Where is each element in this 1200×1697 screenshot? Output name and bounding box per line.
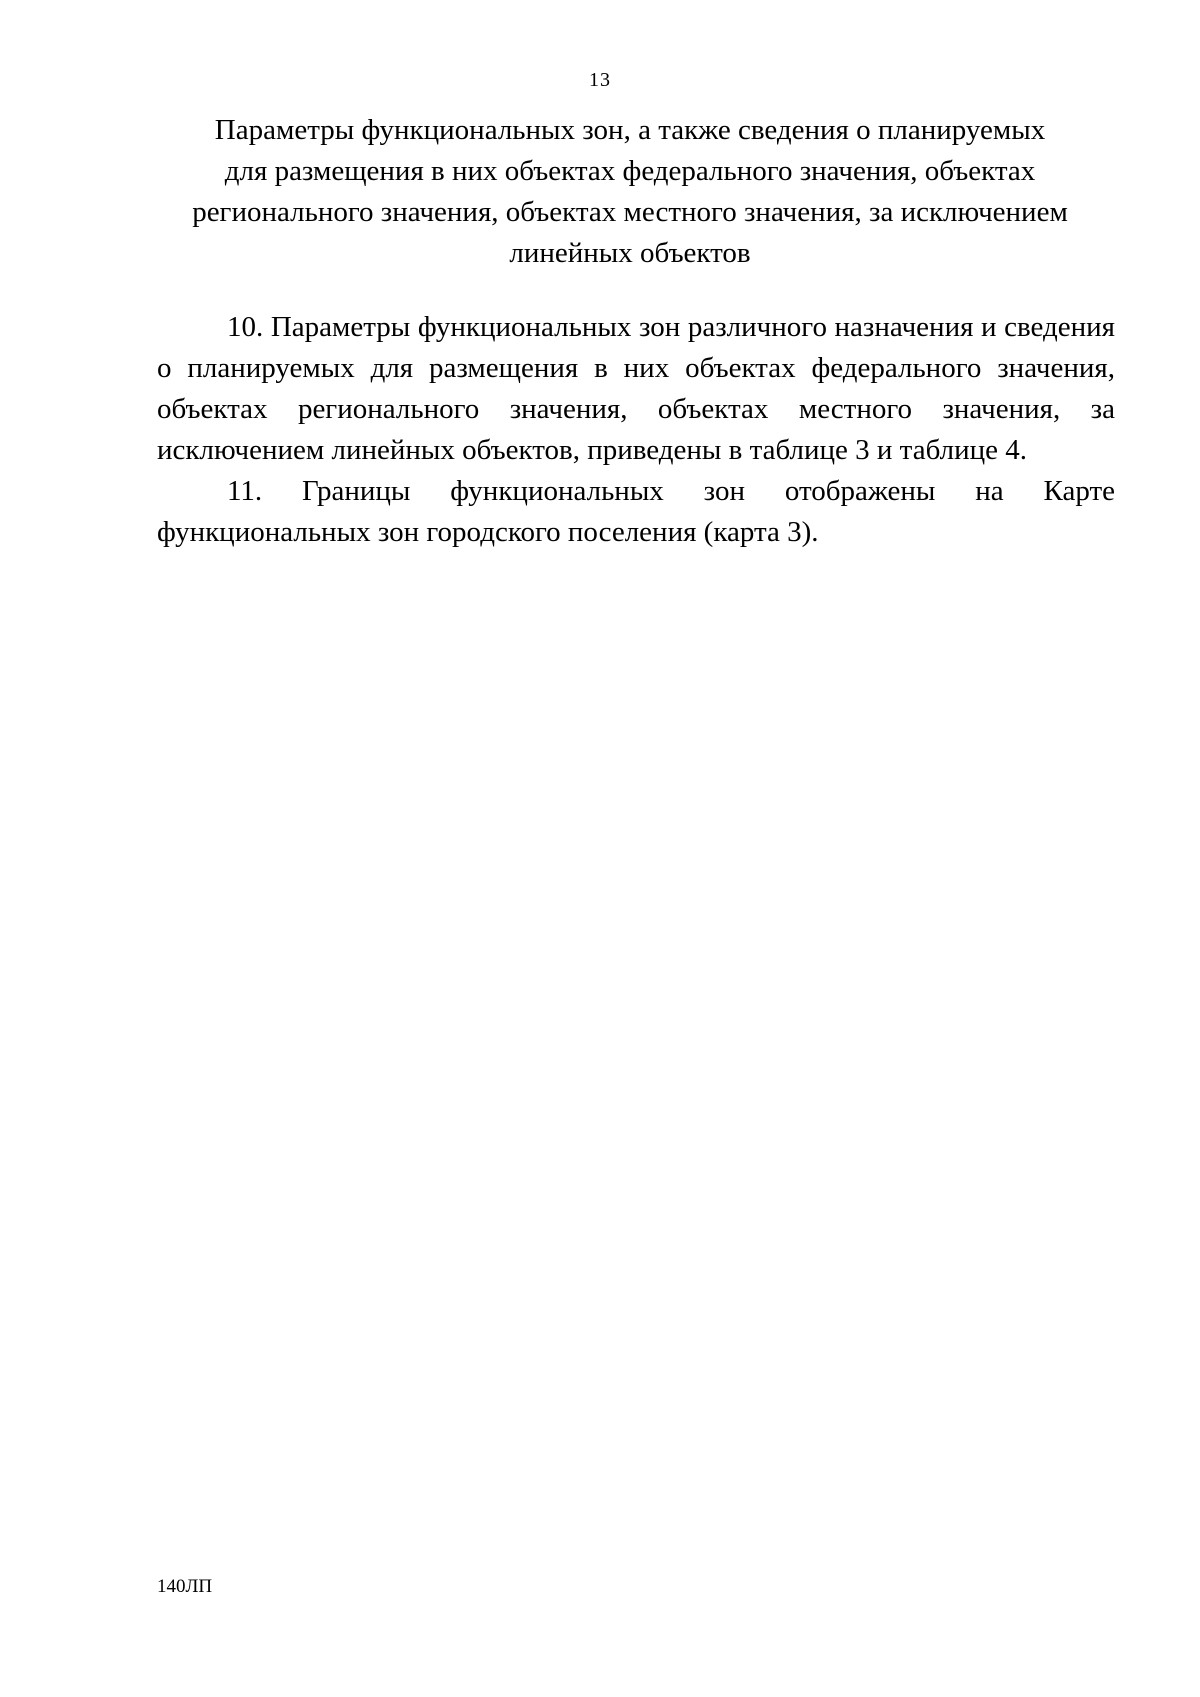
heading-line: для размещения в них объектах федерального значения, объектах	[224, 155, 1036, 187]
heading-line: линейных объектов	[509, 237, 751, 269]
document-body	[157, 307, 1115, 553]
paragraph-10: 10. Параметры функциональных зон различного назначения и сведения о планируемых для размещения в них объектах федерального значения, объектах регионального значения, объектах местного значения, за исключением линейных объектов, приведены в таблице 3 и таблице 4.	[157, 311, 1115, 466]
footer-document-code: 140ЛП	[157, 1576, 213, 1597]
heading-line: регионального значения, объектах местного значения, за исключением	[192, 196, 1068, 228]
paragraph-11: 11. Границы функциональных зон отображены на Карте функциональных зон городского поселения (карта 3).	[157, 475, 1115, 548]
heading-line: Параметры функциональных зон, а также сведения о планируемых	[214, 114, 1046, 146]
section-heading	[155, 110, 1105, 274]
page-number: 13	[589, 69, 611, 91]
